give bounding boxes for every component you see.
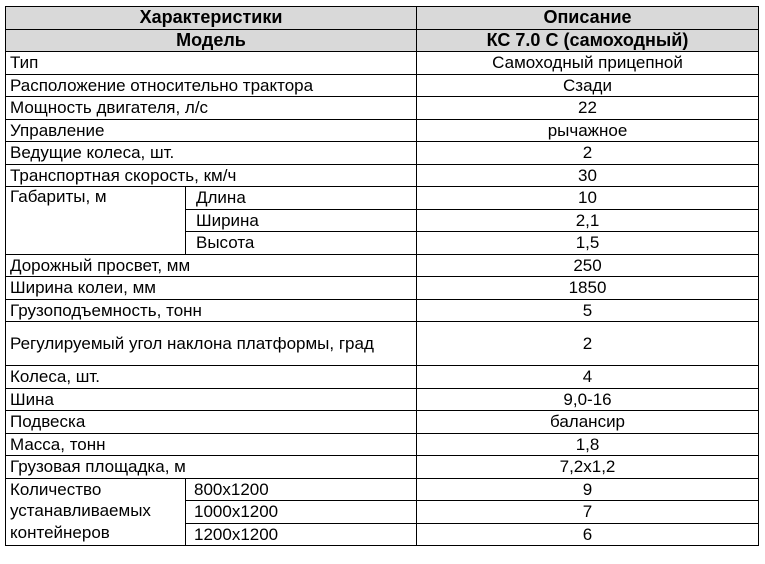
table-row <box>6 187 759 210</box>
row-label: Масса, тонн <box>6 433 417 456</box>
row-label: Расположение относительно трактора <box>6 74 417 97</box>
table-row <box>6 97 759 120</box>
table-row <box>6 388 759 411</box>
row-value: 2 <box>417 322 759 366</box>
model-label: Модель <box>6 29 417 52</box>
spec-table <box>5 6 759 546</box>
table-row <box>6 142 759 165</box>
row-value: 7,2x1,2 <box>417 456 759 479</box>
row-label: Грузоподъемность, тонн <box>6 299 417 322</box>
container-size-3-value: 6 <box>417 523 759 546</box>
row-value: рычажное <box>417 119 759 142</box>
row-label: Мощность двигателя, л/с <box>6 97 417 120</box>
row-label: Дорожный просвет, мм <box>6 254 417 277</box>
row-label: Ширина колеи, мм <box>6 277 417 300</box>
table-row <box>6 277 759 300</box>
table-row <box>6 456 759 479</box>
row-label: Подвеска <box>6 411 417 434</box>
header-description: Описание <box>417 7 759 30</box>
container-size-2-value: 7 <box>417 501 759 524</box>
row-value: 1850 <box>417 277 759 300</box>
row-label: Ведущие колеса, шт. <box>6 142 417 165</box>
table-row <box>6 411 759 434</box>
row-value: 4 <box>417 366 759 389</box>
dimension-length-label: Длина <box>186 187 417 210</box>
model-value: КС 7.0 С (самоходный) <box>417 29 759 52</box>
container-size-1-value: 9 <box>417 478 759 501</box>
row-label: Регулируемый угол наклона платформы, град <box>6 322 417 366</box>
row-value: 1,8 <box>417 433 759 456</box>
table-row <box>6 478 759 501</box>
table-row <box>6 299 759 322</box>
containers-label: Количество устанавливаемых контейнеров <box>6 478 186 546</box>
table-row <box>6 74 759 97</box>
table-row <box>6 254 759 277</box>
model-row <box>6 29 759 52</box>
dimension-width-label: Ширина <box>186 209 417 232</box>
dimension-height-label: Высота <box>186 232 417 255</box>
table-row <box>6 322 759 366</box>
dimension-length-value: 10 <box>417 187 759 210</box>
row-value: 9,0-16 <box>417 388 759 411</box>
container-size-1-label: 800x1200 <box>186 478 417 501</box>
container-size-2-label: 1000x1200 <box>186 501 417 524</box>
row-label: Управление <box>6 119 417 142</box>
row-label: Тип <box>6 52 417 75</box>
row-value: 30 <box>417 164 759 187</box>
row-value: 22 <box>417 97 759 120</box>
row-value: 2 <box>417 142 759 165</box>
table-row <box>6 164 759 187</box>
row-value: 250 <box>417 254 759 277</box>
row-label: Транспортная скорость, км/ч <box>6 164 417 187</box>
container-size-3-label: 1200x1200 <box>186 523 417 546</box>
row-value: Сзади <box>417 74 759 97</box>
table-row <box>6 52 759 75</box>
row-label: Грузовая площадка, м <box>6 456 417 479</box>
table-row <box>6 119 759 142</box>
row-value: балансир <box>417 411 759 434</box>
table-row <box>6 433 759 456</box>
row-label: Шина <box>6 388 417 411</box>
row-label: Колеса, шт. <box>6 366 417 389</box>
header-characteristic: Характеристики <box>6 7 417 30</box>
row-value: Самоходный прицепной <box>417 52 759 75</box>
header-row <box>6 7 759 30</box>
table-row <box>6 366 759 389</box>
dimensions-label: Габариты, м <box>6 187 186 255</box>
dimension-height-value: 1,5 <box>417 232 759 255</box>
dimension-width-value: 2,1 <box>417 209 759 232</box>
row-value: 5 <box>417 299 759 322</box>
